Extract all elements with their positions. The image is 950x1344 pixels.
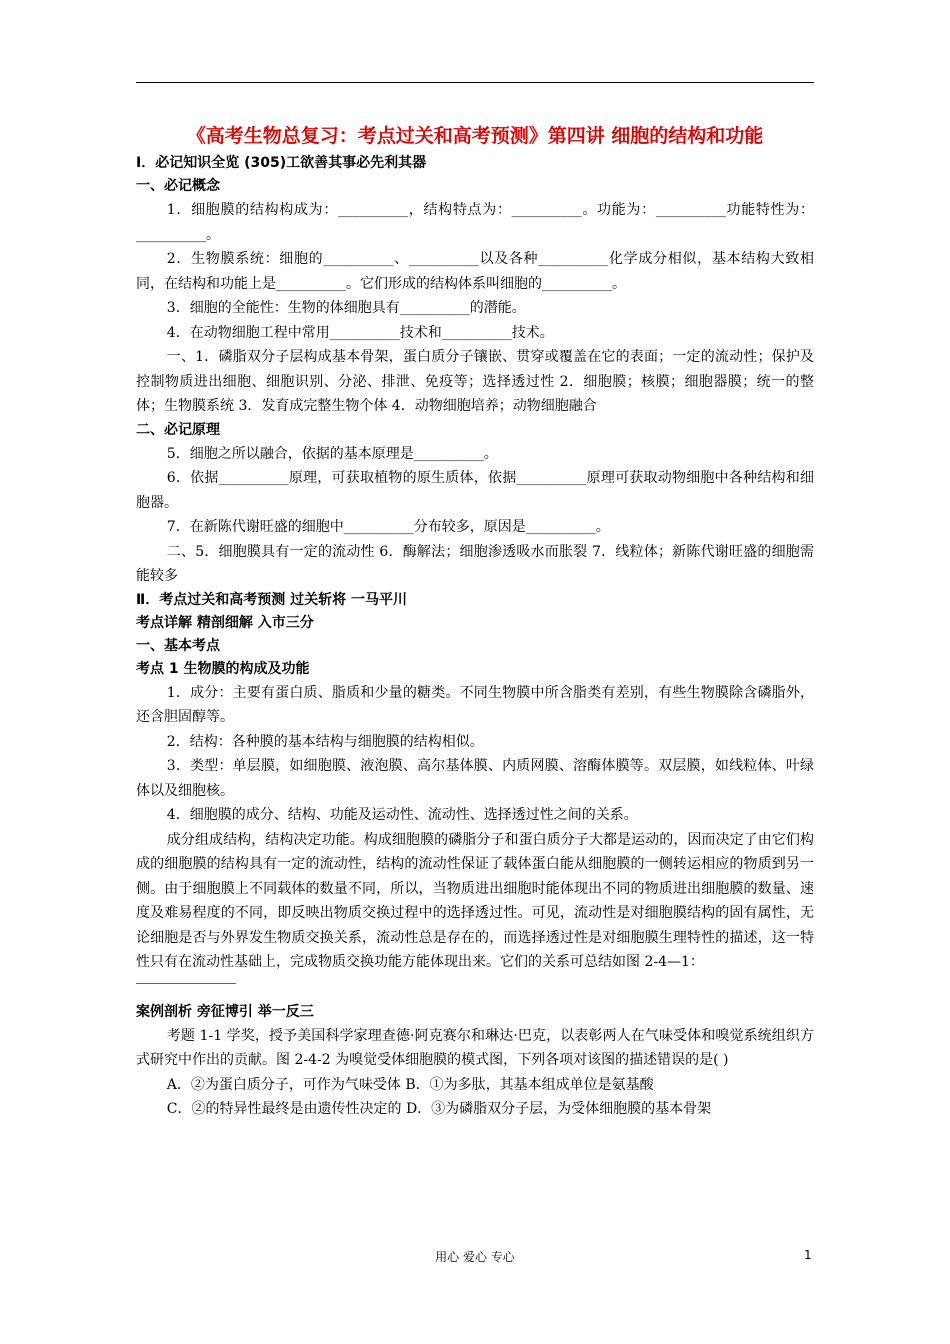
document-title: 《高考生物总复习：考点过关和高考预测》第四讲 细胞的结构和功能: [186, 125, 764, 147]
concept-item-1: 1．细胞膜的结构构成为：__________，结构特点为：__________。功能为：__________功能特性为：__________。: [136, 202, 814, 243]
concept-answers: 一、1．磷脂双分子层构成基本骨架，蛋白质分子镶嵌、贯穿或覆盖在它的表面；一定的流动性；保护及控制物质进出细胞、细胞识别、分泌、排泄、免疫等；选择透过性 2．细胞膜；核膜；细胞器膜；统一的整体；生物膜系统 3．发育成完整生物个体 4．动物细胞培养；动物细胞融合: [136, 349, 814, 414]
figure-line: [136, 983, 236, 984]
subheading-basic: 一、基本考点: [136, 637, 220, 654]
options-ab: A．②为蛋白质分子，可作为气味受体 B．①为多肽，其基本组成单位是氨基酸: [166, 1076, 654, 1093]
concept-item-4: 4．在动物细胞工程中常用__________技术和__________技术。: [166, 324, 554, 341]
principle-item-7: 7．在新陈代谢旺盛的细胞中__________分布较多，原因是__________。: [166, 519, 610, 535]
point1-item-1: 1．成分：主要有蛋白质、脂质和少量的糖类。不同生物膜中所含脂类有差别，有些生物膜除含磷脂外，还含胆固醇等。: [136, 684, 814, 725]
concept-item-2: 2．生物膜系统：细胞的__________、__________以及各种__________化学成分相似，基本结构大致相同，在结构和功能上是__________。它们形成的结构体系叫细胞的__________。: [136, 251, 814, 292]
options-cd: C．②的特异性最终是由遗传性决定的 D．③为磷脂双分子层，为受体细胞膜的基本骨架: [166, 1101, 712, 1117]
principle-item-5: 5．细胞之所以融合，依据的基本原理是__________。: [166, 445, 498, 462]
page-footer: 用心 爱心 专心: [435, 1250, 515, 1264]
point1-item-3: 3．类型：单层膜，如细胞膜、液泡膜、高尔基体膜、内质网膜、溶酶体膜等。双层膜，如线粒体、叶绿体以及细胞核。: [136, 758, 814, 799]
principle-answers: 二、5．细胞膜具有一定的流动性 6．酶解法；细胞渗透吸水而胀裂 7．线粒体；新陈代谢旺盛的细胞需能较多: [136, 543, 814, 584]
point1-heading: 考点 1 生物膜的构成及功能: [136, 660, 310, 677]
point1-item-4: 4．细胞膜的成分、结构、功能及运动性、流动性、选择透过性之间的关系。: [166, 807, 638, 823]
point1-item-2: 2．结构：各种膜的基本结构与细胞膜的结构相似。: [166, 733, 484, 750]
page-number: 1: [804, 1248, 812, 1262]
question-1-1: 考题 1-1 学奖，授予美国科学家理查德·阿克赛尔和琳达·巴克，以表彰两人在气味受体和嗅觉系统组织方式研究中作出的贡献。图 2-4-2 为嗅觉受体细胞膜的模式图，下列各项对该图的描述错误的是( ): [136, 1027, 814, 1068]
section1-heading: 一、必记概念: [136, 178, 220, 194]
section2-heading: 二、必记原理: [136, 421, 220, 438]
part2-heading: Ⅱ．考点过关和高考预测 过关斩将 一马平川: [136, 591, 407, 608]
document-body: [136, 120, 814, 1122]
subheading-explain: 考点详解 精剖细解 入市三分: [136, 614, 314, 631]
point1-paragraph: 成分组成结构，结构决定功能。构成细胞膜的磷脂分子和蛋白质分子大都是运动的，因而决定了由它们构成的细胞膜的结构具有一定的流动性，结构的流动性保证了载体蛋白能从细胞膜的一侧转运相应的物质到另一侧。由于细胞膜上不同载体的数量不同，所以，当物质进出细胞时能体现出不同的物质进出细胞膜的数量、速度及难易程度的不同，即反映出物质交换过程中的选择透过性。可见，流动性是对细胞膜结构的固有属性，无论细胞是否与外界发生物质交换关系，流动性总是存在的，而选择透过性是对细胞膜生理特性的描述，这一特性只有在流动性基础上，完成物质交换功能方能体现出来。它们的关系可总结如图 2-4—1：: [136, 831, 814, 970]
header-rule: [136, 82, 814, 83]
relation-figure: [136, 977, 814, 999]
part1-heading: I．必记知识全览 (305)工欲善其事必先利其器: [136, 155, 427, 171]
principle-item-6: 6．依据__________原理，可获取植物的原生质体，依据__________原理可获取动物细胞中各种结构和细胞器。: [136, 470, 814, 511]
concept-item-3: 3．细胞的全能性：生物的体细胞具有__________的潜能。: [166, 300, 526, 316]
case-heading: 案例剖析 旁征博引 举一反三: [136, 1003, 314, 1020]
